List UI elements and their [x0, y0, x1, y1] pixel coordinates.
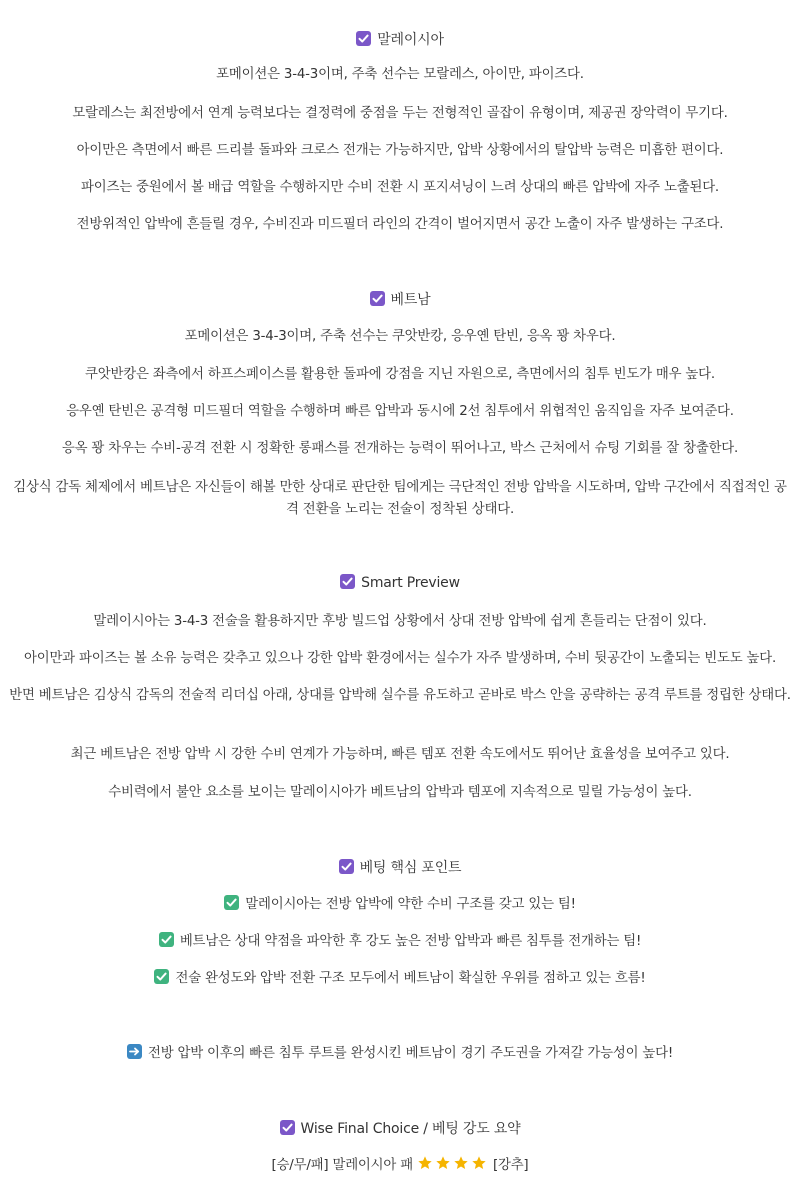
checkbox-icon — [340, 574, 355, 589]
check-mark-button-icon — [154, 969, 169, 984]
bullet-point: 베트남은 상대 약점을 파악한 후 강도 높은 전방 압박과 빠른 침투를 전개하는 팀! — [0, 931, 800, 953]
paragraph: 최근 베트남은 전방 압박 시 강한 수비 연계가 가능하며, 빠른 템포 전환 속도에서도 뛰어난 효율성을 보여주고 있다. — [70, 747, 730, 762]
conclusion: 전방 압박 이후의 빠른 침투 루트를 완성시킨 베트남이 경기 주도권을 가져갈 가능성이 높다! — [0, 1043, 800, 1065]
checkbox-icon — [339, 859, 354, 874]
star-icon — [417, 1155, 433, 1171]
paragraph: 응우옌 탄빈은 공격형 미드필더 역할을 수행하며 빠른 압박과 동시에 2선 침투에서 위협적인 움직임을 자주 보여준다. — [66, 404, 734, 419]
star-icon — [453, 1155, 469, 1171]
paragraph: 수비력에서 불안 요소를 보이는 말레이시아가 베트남의 압박과 템포에 지속적으로 밀릴 가능성이 높다. — [108, 785, 692, 800]
paragraph: 쿠앗반캉은 좌측에서 하프스페이스를 활용한 돌파에 강점을 지닌 자원으로, 측면에서의 침투 빈도가 매우 높다. — [85, 367, 715, 382]
star-rating — [417, 1155, 489, 1179]
paragraph: 모랄레스는 최전방에서 연계 능력보다는 결정력에 중점을 두는 전형적인 골잡이 유형이며, 제공권 장악력이 무기다. — [72, 106, 728, 121]
paragraph: 아이만과 파이즈는 볼 소유 능력은 갖추고 있으나 강한 압박 환경에서는 실수가 자주 발생하며, 수비 뒷공간이 노출되는 빈도도 높다. — [23, 651, 777, 666]
checkbox-icon — [356, 31, 371, 46]
paragraph: 파이즈는 중원에서 볼 배급 역할을 수행하지만 수비 전환 시 포지셔닝이 느려 상대의 빠른 압박에 자주 노출된다. — [81, 180, 719, 195]
paragraph: 말레이시아는 3-4-3 전술을 활용하지만 후방 빌드업 상황에서 상대 전방 압박에 쉽게 흔들리는 단점이 있다. — [93, 614, 707, 629]
pick-label: [승/무/패] 말레이시아 패 — [271, 1158, 413, 1173]
paragraph: 응옥 꽝 차우는 수비-공격 전환 시 정확한 롱패스를 전개하는 능력이 뛰어나고, 박스 근처에서 슈팅 기회를 잘 창출한다. — [61, 441, 739, 456]
bullet-point: 말레이시아는 전방 압박에 약한 수비 구조를 갖고 있는 팀! — [0, 894, 800, 916]
check-mark-button-icon — [159, 932, 174, 947]
paragraph: 포메이션은 3-4-3이며, 주축 선수는 모랄레스, 아이만, 파이즈다. — [216, 67, 584, 82]
star-icon — [471, 1155, 487, 1171]
paragraph: 김상식 감독 체제에서 베트남은 자신들이 해볼 만한 상대로 판단한 팀에게는 극단적인 전방 압박을 시도하며, 압박 구간에서 직접적인 공격 전환을 노리는 전술이 정착된 상태다. — [13, 480, 787, 517]
paragraph: 반면 베트남은 김상식 감독의 전술적 리더십 아래, 상대를 압박해 실수를 유도하고 곧바로 박스 안을 공략하는 공격 루트를 정립한 상태다. — [9, 688, 791, 703]
section-heading-malaysia: 말레이시아 — [0, 29, 800, 51]
star-icon — [435, 1155, 451, 1171]
paragraph: 아이만은 측면에서 빠른 드리블 돌파와 크로스 전개는 가능하지만, 압박 상황에서의 탈압박 능력은 미흡한 편이다. — [76, 143, 724, 158]
checkbox-icon — [370, 291, 385, 306]
section-heading-final-choice: Wise Final Choice / 베팅 강도 요약 — [0, 1118, 800, 1140]
section-heading-smart-preview: Smart Preview — [0, 572, 800, 594]
bullet-point: 전술 완성도와 압박 전환 구조 모두에서 베트남이 확실한 우위를 점하고 있는 흐름! — [0, 968, 800, 990]
paragraph: 포메이션은 3-4-3이며, 주축 선수는 쿠앗반캉, 응우옌 탄빈, 응옥 꽝 차우다. — [184, 329, 616, 344]
checkbox-icon — [280, 1120, 295, 1135]
section-heading-vietnam: 베트남 — [0, 289, 800, 311]
check-mark-button-icon — [224, 895, 239, 910]
right-arrow-icon — [127, 1044, 142, 1059]
section-heading-betting-points: 베팅 핵심 포인트 — [0, 857, 800, 879]
pick-strength: [강추] — [492, 1158, 529, 1173]
final-pick — [0, 1155, 800, 1179]
paragraph: 전방위적인 압박에 흔들릴 경우, 수비진과 미드필더 라인의 간격이 벌어지면서 공간 노출이 자주 발생하는 구조다. — [76, 217, 724, 232]
